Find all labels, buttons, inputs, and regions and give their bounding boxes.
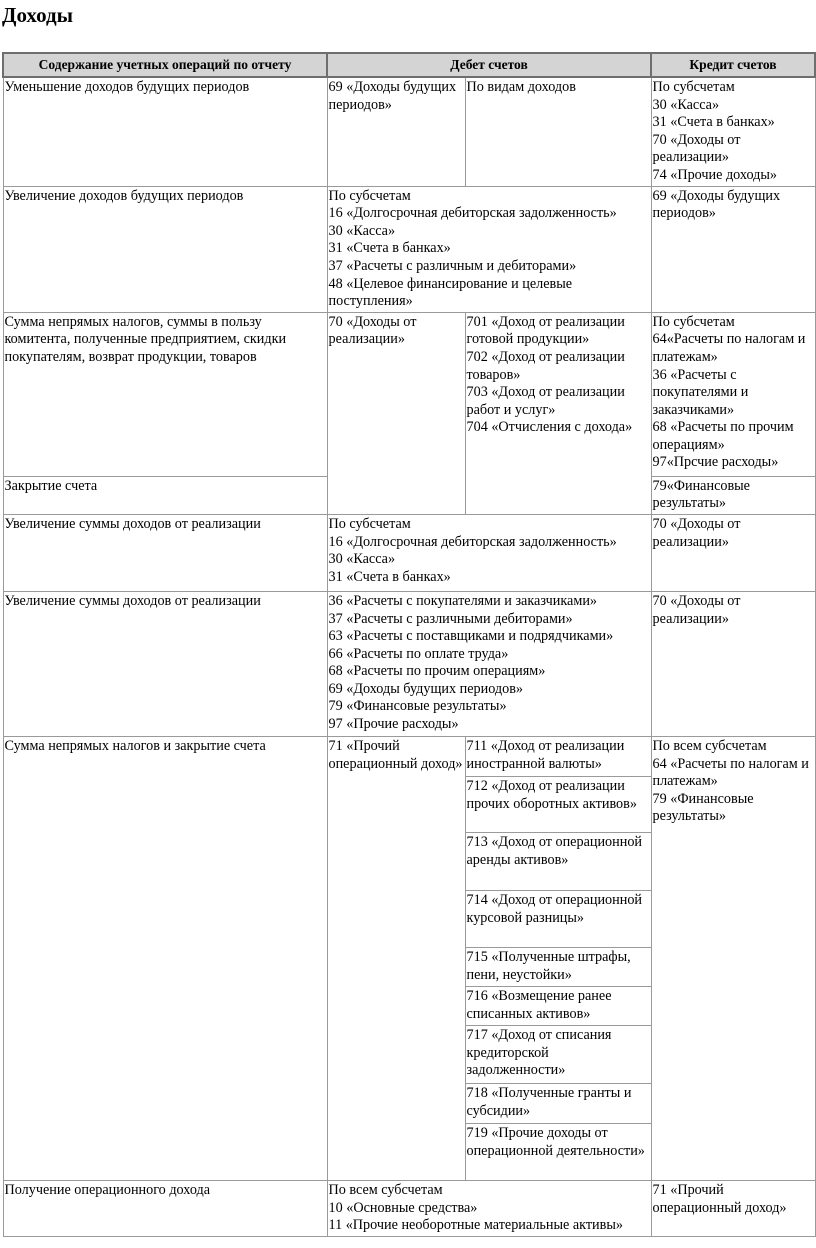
subaccount-cell <box>465 312 651 514</box>
op-cell: Сумма непрямых налогов и закрытие счета <box>3 736 327 1180</box>
op-cell: Увеличение суммы доходов от реализации <box>3 591 327 736</box>
op-cell: Получение операционного дохода <box>3 1180 327 1236</box>
credit-cell <box>651 77 815 186</box>
table-row <box>3 186 815 312</box>
account-line: 36 «Расчеты с покупателями и заказчиками» <box>652 366 749 418</box>
credit-cell <box>651 312 815 476</box>
account-line: 97«Прсчие расходы» <box>652 454 779 471</box>
credit-cell <box>651 476 815 514</box>
account-line: 79 «Финансовые результаты» <box>652 790 754 825</box>
account-line: По субсчетам <box>328 515 411 532</box>
account-line: 701 «Доход от реализации готовой продукции» <box>466 313 625 348</box>
account-line: 37 «Расчеты с различными дебиторами» <box>328 610 573 627</box>
account-line: 70 «Доходы от реализации» <box>652 131 741 166</box>
credit-cell <box>651 514 815 591</box>
debit-cell <box>327 736 465 1180</box>
page-title: Доходы <box>2 3 74 27</box>
subaccount-cell: 712 «Доход от реализации прочих оборотных активов» <box>465 776 651 832</box>
account-line: 70 «Доходы от реализации» <box>652 515 741 550</box>
subaccount-cell <box>465 77 651 186</box>
table-row <box>3 514 815 591</box>
account-line: По субсчетам <box>328 187 411 204</box>
subaccount-cell: 713 «Доход от операционной аренды активов» <box>465 832 651 890</box>
credit-cell <box>651 736 815 1180</box>
credit-cell <box>651 591 815 736</box>
credit-cell <box>651 186 815 312</box>
account-line: 97 «Прочие расходы» <box>328 716 459 733</box>
account-line: По всем субсчетам <box>652 737 767 754</box>
account-line: 16 «Долгосрочная дебиторская задолженность» <box>328 205 617 222</box>
account-line: 71 «Прочий операционный доход» <box>328 737 463 772</box>
subaccount-cell: 717 «Доход от списания кредиторской задолженности» <box>465 1025 651 1083</box>
accounts-table <box>2 52 816 1237</box>
account-line: 37 «Расчеты с различным и дебиторами» <box>328 257 577 274</box>
account-line: 31 «Счета в банках» <box>328 568 451 585</box>
account-line: 68 «Расчеты по прочим операциям» <box>652 419 794 453</box>
account-line: 11 «Прочие необоротные материальные активы» <box>328 1217 623 1234</box>
table-row <box>3 591 815 736</box>
subaccount-cell: 718 «Полученные гранты и субсидии» <box>465 1083 651 1123</box>
account-line: По субсчетам <box>652 79 735 95</box>
table-row <box>3 77 815 186</box>
op-cell: Увеличение суммы доходов от реализации <box>3 514 327 591</box>
account-line: 66 «Расчеты по оплате труда» <box>328 645 509 662</box>
account-line: 79«Финансовые результаты» <box>652 477 750 512</box>
op-cell: Сумма непрямых налогов, суммы в пользу комитента, полученные предприятием, скидки покупателям, возврат продукции, товаров <box>3 312 327 476</box>
account-line: 704 «Отчисления с дохода» <box>466 419 633 436</box>
account-line: По видам доходов <box>466 79 576 95</box>
debit-cell <box>327 1180 651 1236</box>
account-line: 36 «Расчеты с покупателями и заказчиками» <box>328 592 598 609</box>
account-line: 30 «Касса» <box>652 96 720 113</box>
table-row <box>3 736 815 776</box>
header-row <box>3 53 815 77</box>
account-line: 69 «Доходы будущих периодов» <box>328 79 457 113</box>
account-line: 702 «Доход от реализации товаров» <box>466 348 625 383</box>
account-line: 48 «Целевое финансирование и целевые поступления» <box>328 275 573 310</box>
account-line: По субсчетам <box>652 313 735 330</box>
op-cell: Уменьшение доходов будущих периодов <box>3 77 327 186</box>
account-line: 10 «Основные средства» <box>328 1199 478 1216</box>
debit-cell <box>327 77 465 186</box>
account-line: 69 «Доходы будущих периодов» <box>328 680 523 697</box>
op-cell: Увеличение доходов будущих периодов <box>3 186 327 312</box>
header-credit: Кредит счетов <box>651 53 815 77</box>
account-line: 30 «Касса» <box>328 551 396 568</box>
debit-cell <box>327 591 651 736</box>
account-line: 31 «Счета в банках» <box>328 240 451 257</box>
subaccount-cell: 711 «Доход от реализации иностранной валюты» <box>465 736 651 776</box>
account-line: 74 «Прочие доходы» <box>652 166 778 183</box>
header-operations: Содержание учетных операций по отчету <box>3 53 327 77</box>
account-line: 64«Расчеты по налогам и платежам» <box>652 331 806 365</box>
account-line: 69 «Доходы будущих периодов» <box>652 187 781 222</box>
account-line: 31 «Счета в банках» <box>652 114 775 131</box>
account-line: 30 «Касса» <box>328 222 396 239</box>
debit-cell <box>327 312 465 514</box>
account-line: 64 «Расчеты по налогам и платежам» <box>652 755 809 790</box>
subaccount-cell: 716 «Возмещение ранее списанных активов» <box>465 986 651 1025</box>
account-line: 68 «Расчеты по прочим операциям» <box>328 663 546 680</box>
subaccount-cell: 719 «Прочие доходы от операционной деятельности» <box>465 1123 651 1180</box>
debit-cell <box>327 514 651 591</box>
debit-cell <box>327 186 651 312</box>
account-line: 703 «Доход от реализации работ и услуг» <box>466 384 625 418</box>
subaccount-cell: 715 «Полученные штрафы, пени, неустойки» <box>465 947 651 986</box>
subaccount-cell: 714 «Доход от операционной курсовой разницы» <box>465 890 651 947</box>
account-line: 71 «Прочий операционный доход» <box>652 1181 787 1216</box>
account-line: 70 «Доходы от реализации» <box>652 592 741 627</box>
account-line: 16 «Долгосрочная дебиторская задолженность» <box>328 533 617 550</box>
header-debit: Дебет счетов <box>327 53 651 77</box>
account-line: 63 «Расчеты с поставщиками и подрядчиками» <box>328 628 614 645</box>
account-line: 70 «Доходы от реализации» <box>328 313 417 348</box>
op-cell: Закрытие счета <box>3 476 327 514</box>
table-row <box>3 1180 815 1236</box>
account-line: По всем субсчетам <box>328 1181 443 1198</box>
table-row <box>3 312 815 476</box>
credit-cell <box>651 1180 815 1236</box>
account-line: 79 «Финансовые результаты» <box>328 698 507 715</box>
